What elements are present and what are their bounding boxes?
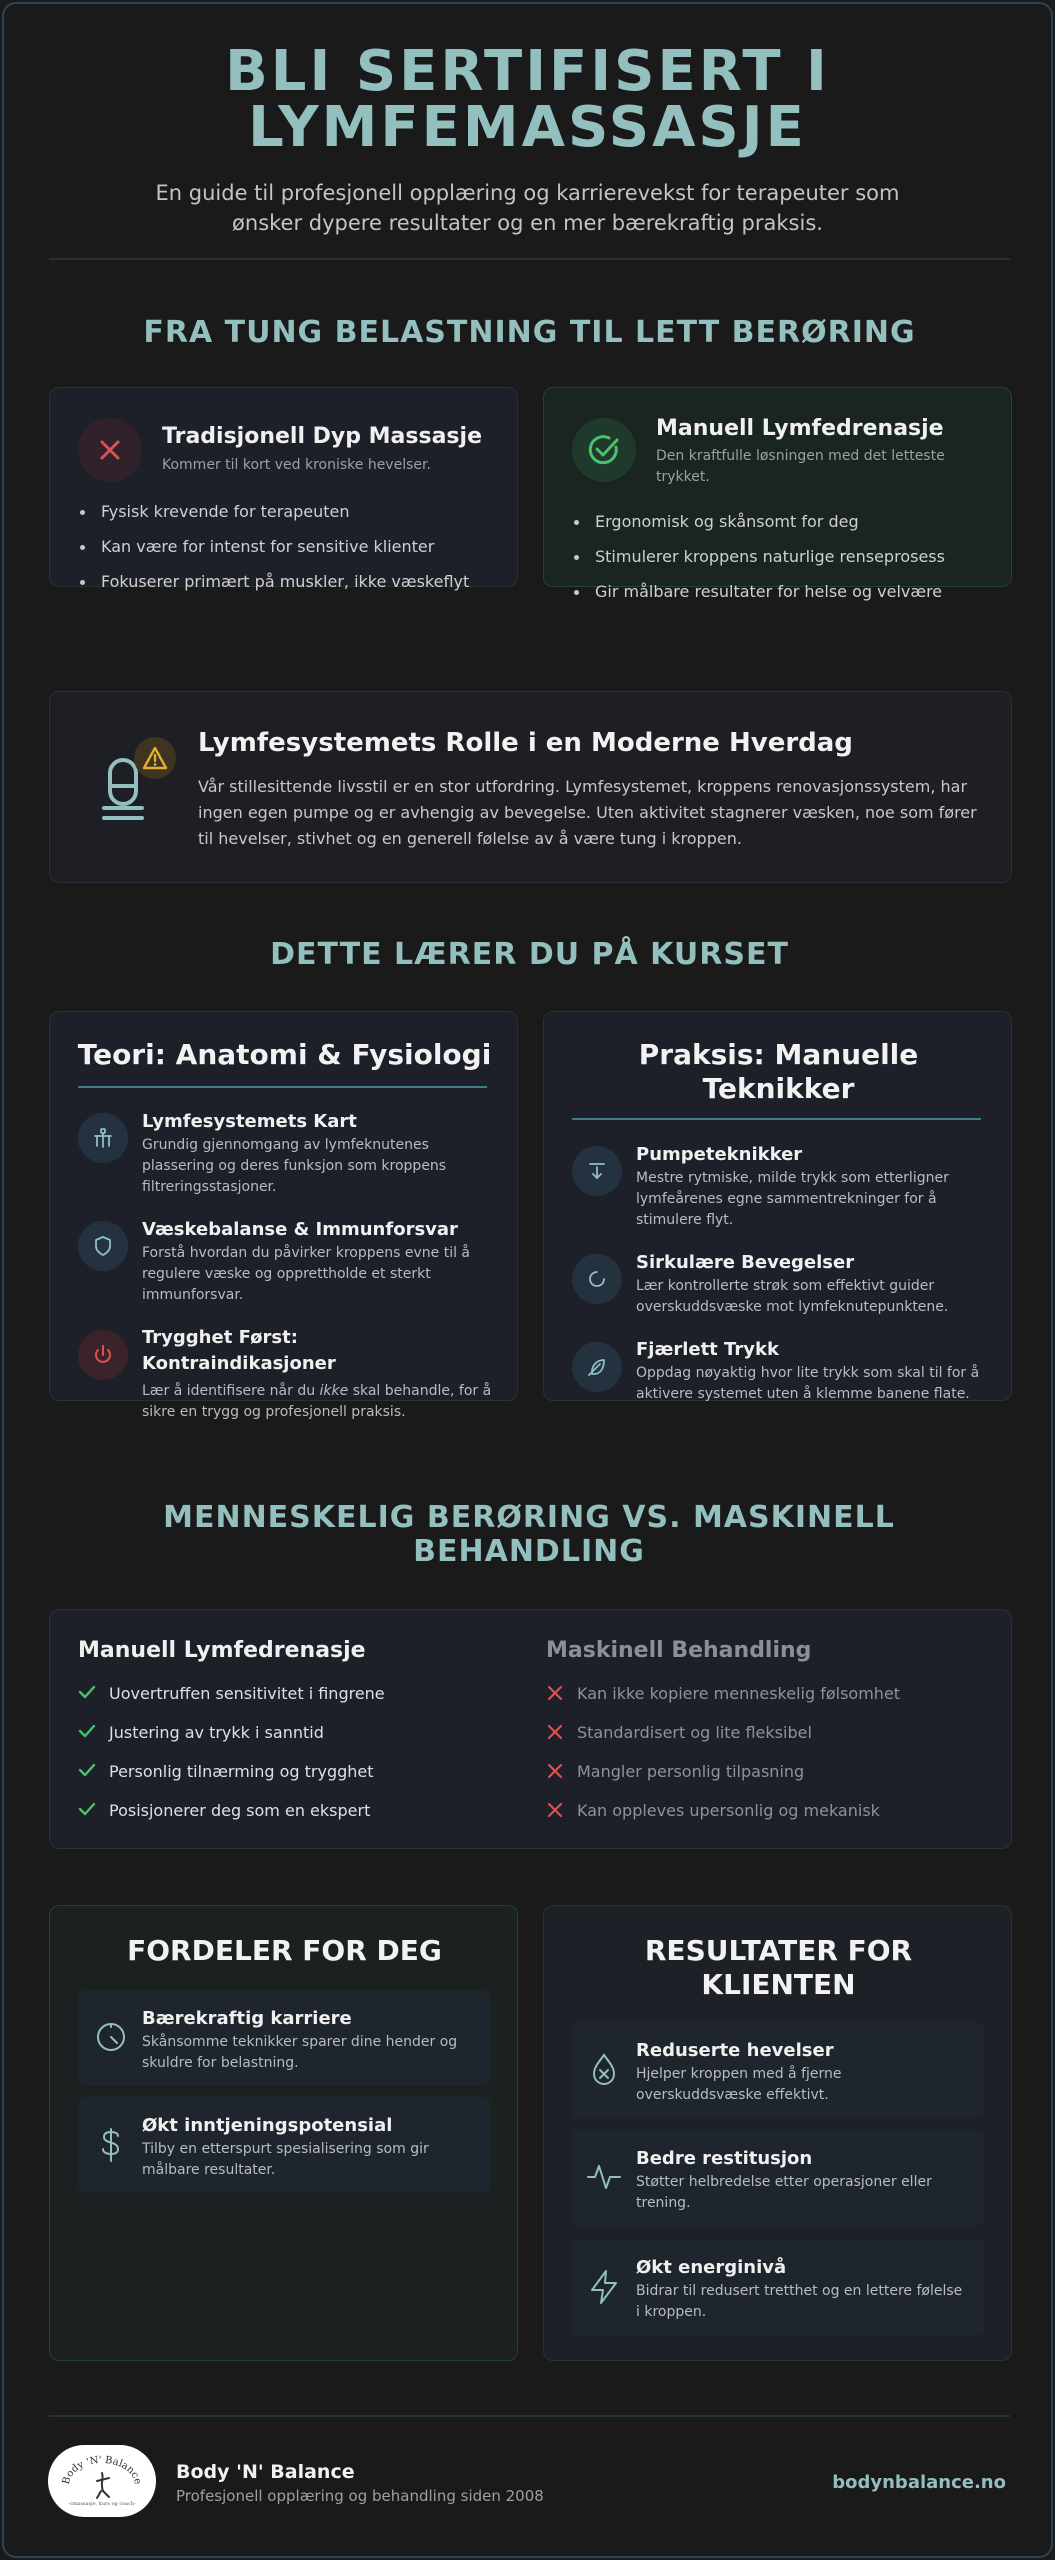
check-icon (78, 1761, 109, 1785)
theory-item-1-title: Lymfesystemets Kart (142, 1111, 357, 1132)
footer-divider (49, 2415, 1010, 2417)
svg-text:Body 'N' Balance: Body 'N' Balance (60, 2454, 144, 2486)
list-item: Posisjonerer deg som en ekspert (78, 1800, 518, 1839)
result-item-1: Reduserte hevelser Hjelper kroppen med å fjerne overskuddsvæske effektivt. (572, 2022, 985, 2118)
practice-card (543, 1011, 1012, 1401)
manual-subtitle: Den kraftfulle løsningen med det letteste trykket. (656, 448, 945, 485)
check-icon (78, 1800, 109, 1824)
logo (48, 2445, 156, 2517)
traditional-points (78, 501, 498, 606)
lightning-icon (588, 2269, 620, 2309)
lymph-role-title: Lymfesystemets Rolle i en Moderne Hverdag (198, 728, 853, 758)
check-circle-icon (572, 418, 636, 482)
theory-item-3-text: Lær å identifisere når du ikke skal behandle, for å sikre en trygg og profesjonell praksis. (142, 1383, 492, 1420)
practice-item-2-title: Sirkulære Bevegelser (636, 1252, 855, 1273)
check-icon (78, 1683, 109, 1707)
list-item: Kan være for intenst for sensitive klienter (78, 536, 498, 571)
list-item: Gir målbare resultater for helse og velvære (572, 581, 992, 616)
versus-machine-title: Maskinell Behandling (546, 1638, 812, 1663)
benefits-card (49, 1905, 518, 2361)
list-item: Justering av trykk i sanntid (78, 1722, 518, 1761)
x-icon (546, 1683, 577, 1707)
result-item-3: Økt energinivå Bidrar til redusert tretthet og en lettere følelse i kroppen. (572, 2239, 985, 2335)
brand-tagline: Profesjonell opplæring og behandling siden 2008 (176, 2487, 544, 2505)
shield-icon (78, 1221, 128, 1271)
results-card (543, 1905, 1012, 2361)
list-item: Kan ikke kopiere menneskelig følsomhet (546, 1683, 986, 1722)
list-item: Uovertruffen sensitivitet i fingrene (78, 1683, 518, 1722)
result-item-2: Bedre restitusjon Støtter helbredelse etter operasjoner eller trening. (572, 2130, 985, 2226)
versus-manual-title: Manuell Lymfedrenasje (78, 1638, 366, 1663)
manual-title: Manuell Lymfedrenasje (656, 416, 944, 441)
course-section-title: DETTE LÆRER DU PÅ KURSET (270, 937, 789, 972)
versus-manual-list (78, 1683, 518, 1839)
practice-item-2-text: Lær kontrollerte strøk som effektivt guider overskuddsvæske mot lymfeknutepunktene. (636, 1278, 949, 1315)
list-item: Fysisk krevende for terapeuten (78, 501, 498, 536)
dollar-icon (96, 2127, 126, 2167)
circular-arrow-icon (572, 1254, 622, 1304)
benefits-title: FORDELER FOR DEG (127, 1934, 442, 1967)
check-icon (78, 1722, 109, 1746)
versus-section-title: MENNESKELIG BERØRING VS. MASKINELL BEHANDLING (163, 1500, 895, 1569)
list-item: Fokuserer primært på muskler, ikke væskeflyt (78, 571, 498, 606)
lymph-role-card (49, 691, 1012, 883)
theory-item-2-text: Forstå hvordan du påvirker kroppens evne til å regulere væske og opprettholde et sterkt immunforsvar. (142, 1245, 471, 1303)
practice-item-1-title: Pumpeteknikker (636, 1144, 803, 1165)
lymph-role-text: Vår stillesittende livsstil er en stor utfordring. Lymfesystemet, kroppens renovasjonssystem, har ingen egen pumpe og er avhengig av bevegelse. Uten aktivitet stagnerer væsken, noe som fører til hevelser, stivhet og en generell følelse av å være tung i kroppen. (198, 777, 977, 848)
practice-item-3-text: Oppdag nøyaktig hvor lite trykk som skal til for å aktivere systemet uten å klemme banene flate. (636, 1365, 980, 1402)
benefit-item-2: Økt inntjeningspotensial Tilby en etterspurt spesialisering som gir målbare resultater. (78, 2097, 491, 2193)
versus-machine-list (546, 1683, 986, 1839)
power-icon (78, 1330, 128, 1380)
practice-item-1-text: Mestre rytmiske, milde trykk som etterligner lymfeårenes egne sammentrekninger for å stimulere flyt. (636, 1170, 949, 1228)
press-down-icon (572, 1146, 622, 1196)
warning-icon (134, 737, 176, 779)
network-icon (78, 1113, 128, 1163)
list-item: Ergonomisk og skånsomt for deg (572, 511, 992, 546)
list-item: Personlig tilnærming og trygghet (78, 1761, 518, 1800)
theory-title: Teori: Anatomi & Fysiologi (77, 1038, 492, 1071)
emphasis: ikke (319, 1383, 349, 1399)
header (4, 4, 1051, 238)
list-item: Standardisert og lite fleksibel (546, 1722, 986, 1761)
divider (49, 258, 1010, 260)
pulse-icon (586, 2162, 622, 2196)
practice-divider (572, 1118, 981, 1120)
gauge-icon (94, 2020, 128, 2058)
page-subtitle: En guide til profesjonell opplæring og karrierevekst for terapeuter som ønsker dypere resultater og en mer bærekraftig praksis. (155, 181, 900, 235)
comparison-section-title: FRA TUNG BELASTNING TIL LETT BERØRING (143, 315, 916, 350)
manual-points (572, 511, 992, 616)
website-link[interactable]: bodynbalance.no (832, 2472, 1006, 2493)
versus-card (49, 1609, 1012, 1849)
theory-item-1-text: Grundig gjennomgang av lymfeknutenes plassering og deres funksjon som kroppens filtreringsstasjoner. (142, 1137, 447, 1195)
list-item: Mangler personlig tilpasning (546, 1761, 986, 1800)
infographic-page (2, 2, 1053, 2558)
results-title: RESULTATER FOR KLIENTEN (644, 1934, 913, 2001)
traditional-subtitle: Kommer til kort ved kroniske hevelser. (162, 457, 431, 473)
x-icon (546, 1800, 577, 1824)
svg-text:-cmassasje, kurs og coach-: -cmassasje, kurs og coach- (68, 2501, 136, 2507)
benefit-item-1: Bærekraftig karriere Skånsomme teknikker sparer dine hender og skuldre for belastning. (78, 1990, 491, 2086)
page-title: BLI SERTIFISERT I LYMFEMASSASJE (225, 39, 830, 160)
droplet-icon (588, 2052, 620, 2092)
x-icon (546, 1722, 577, 1746)
brand-name: Body 'N' Balance (176, 2461, 355, 2483)
feather-icon (572, 1342, 622, 1392)
list-item: Stimulerer kroppens naturlige renseprosess (572, 546, 992, 581)
traditional-massage-card (49, 387, 518, 591)
practice-item-3-title: Fjærlett Trykk (636, 1339, 779, 1360)
list-item: Kan oppleves upersonlig og mekanisk (546, 1800, 986, 1839)
theory-item-2-title: Væskebalanse & Immunforsvar (142, 1219, 458, 1240)
x-icon (78, 418, 142, 482)
theory-card (49, 1011, 518, 1420)
practice-title: Praksis: Manuelle Teknikker (638, 1038, 919, 1105)
theory-item-3-title: Trygghet Først: Kontraindikasjoner (142, 1327, 336, 1374)
traditional-title: Tradisjonell Dyp Massasje (162, 424, 482, 449)
manual-drainage-card (543, 387, 1012, 601)
x-icon (546, 1761, 577, 1785)
theory-divider (78, 1086, 487, 1088)
